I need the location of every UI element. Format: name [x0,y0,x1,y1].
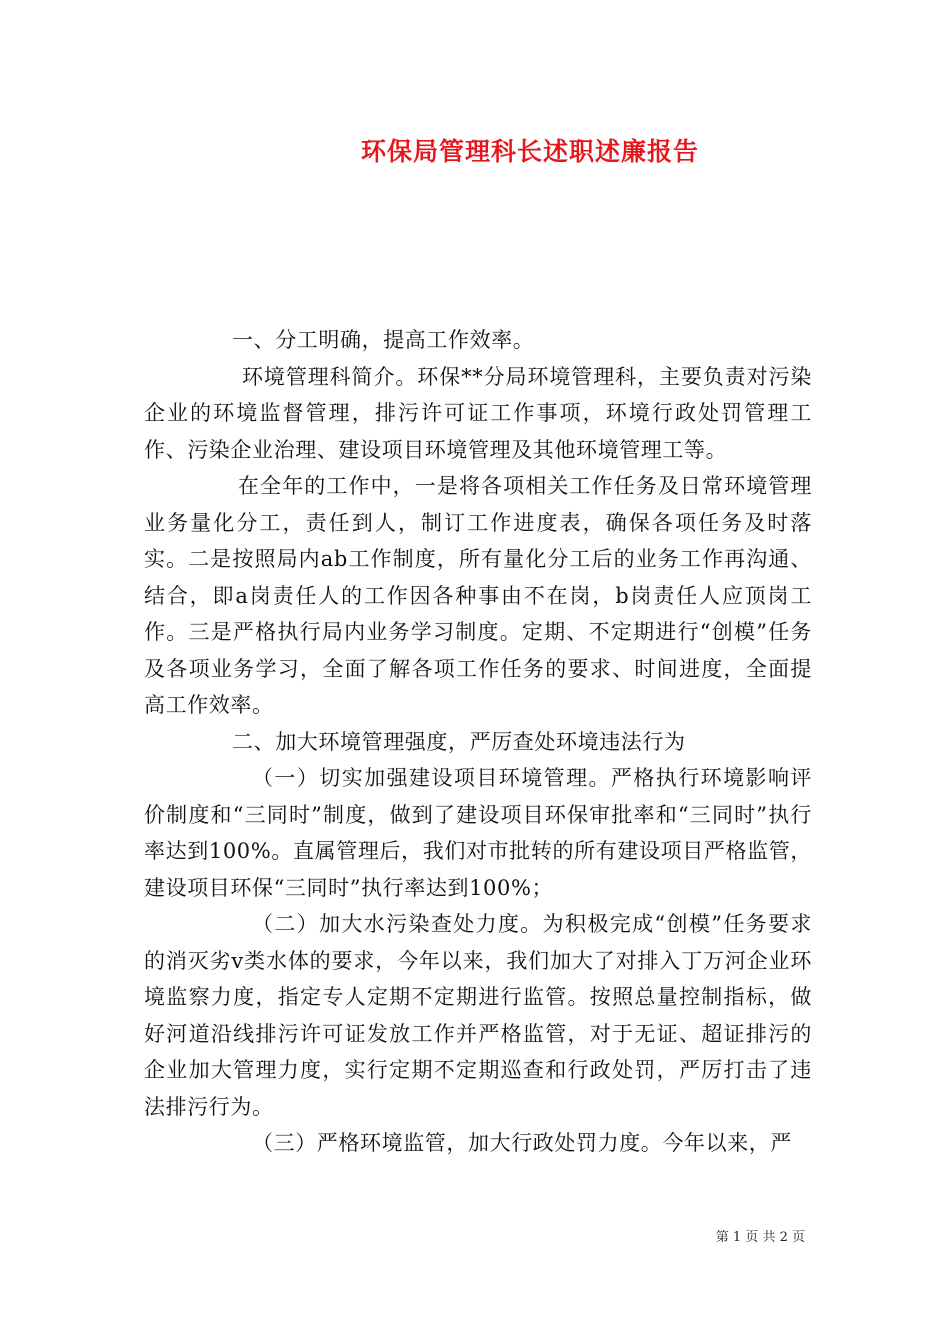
paragraph-subsection-3: （三）严格环境监管，加大行政处罚力度。今年以来，严 [252,1131,792,1155]
section-heading-1: 一、分工明确，提高工作效率。 [232,328,535,352]
paragraph-subsection-2: （二）加大水污染查处力度。为积极完成“创模”任务要求的消灭劣v类水体的要求，今年以来，我们加大了对排入丁万河企业环境监察力度，指定专人定期不定期进行监管。按照总量控制指标，做好河道沿线排污许可证发放工作并严格监管，对于无证、超证排污的企业加大管理力度，实行定期不定期巡查和行政处罚，严厉打击了违法排污行为。 [144,912,812,1119]
document-body [144,322,812,1162]
paragraph-intro: 环境管理科简介。环保**分局环境管理科，主要负责对污染企业的环境监督管理，排污许可证工作事项，环境行政处罚管理工作、污染企业治理、建设项目环境管理及其他环境管理工等。 [144,364,812,462]
page-number: 第 1 页 共 2 页 [715,1230,805,1245]
section-heading-2: 二、加大环境管理强度，严厉查处环境违法行为 [232,729,686,754]
paragraph-subsection-1: （一）切实加强建设项目环境管理。严格执行环境影响评价制度和“三同时”制度，做到了建设项目环保审批率和“三同时”执行率达到100%。直属管理后，我们对市批转的所有建设项目严格监管，建设项目环保“三同时”执行率达到100%； [144,766,812,900]
paragraph-annual-work: 在全年的工作中，一是将各项相关工作任务及日常环境管理业务量化分工，责任到人，制订工作进度表，确保各项任务及时落实。二是按照局内ab工作制度，所有量化分工后的业务工作再沟通、结合，即a岗责任人的工作因各种事由不在岗，b岗责任人应顶岗工作。三是严格执行局内业务学习制度。定期、不定期进行“创模”任务及各项业务学习，全面了解各项工作任务的要求、时间进度，全面提高工作效率。 [144,474,812,717]
document-title: 环保局管理科长述职述廉报告 [360,137,699,166]
